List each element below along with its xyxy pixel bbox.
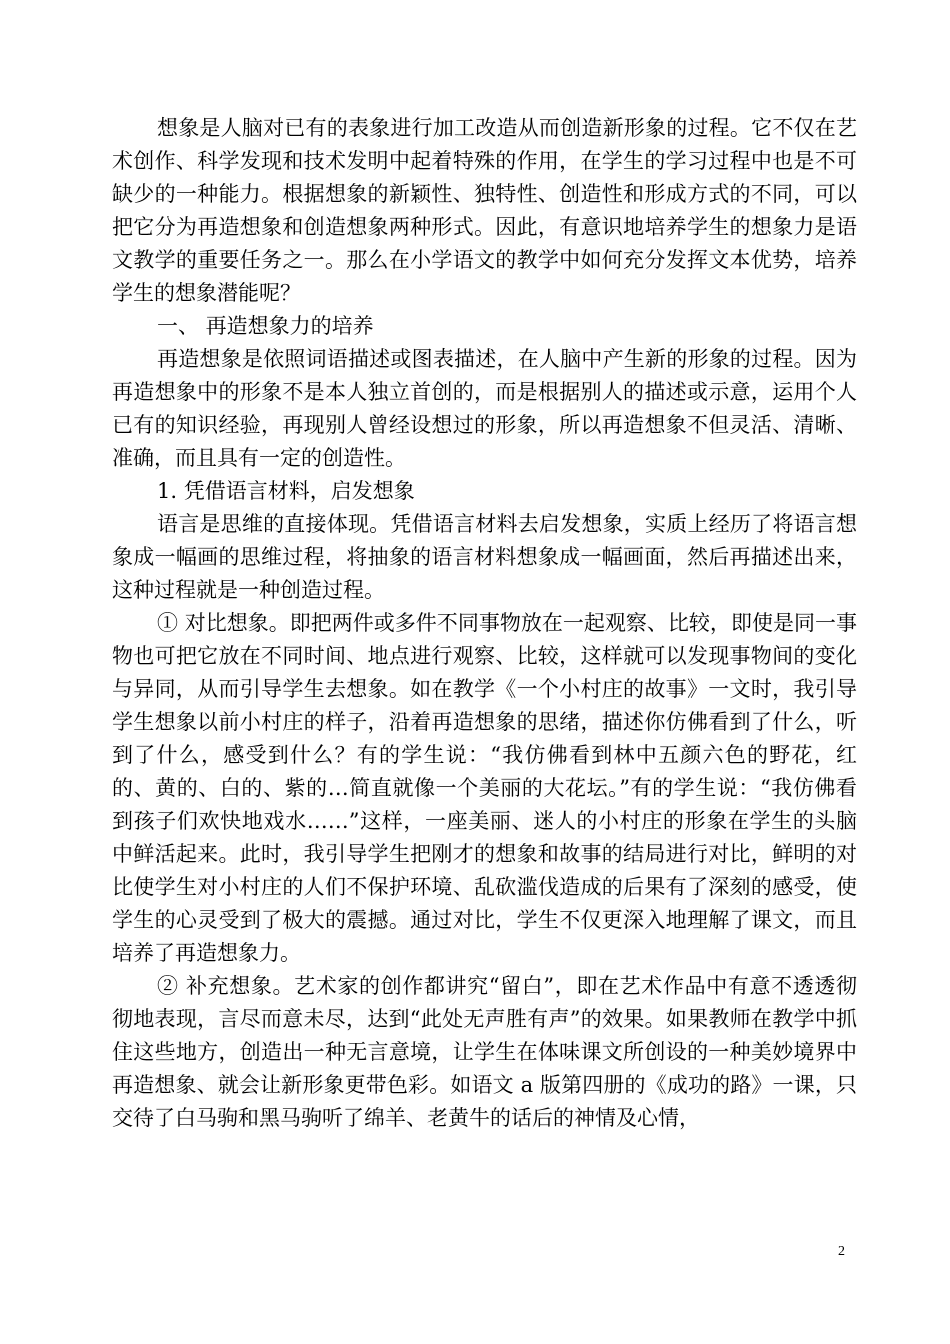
supplement-imagination-paragraph: ② 补充想象。艺术家的创作都讲究“留白”，即在艺术作品中有意不透透彻彻地表现，言尽而意未尽，达到“此处无声胜有声”的效果。如果教师在教学中抓住这些地方，创造出一种无言意境，让学生在体味课文所创设的一种美妙境界中再造想象、就会让新形象更带色彩。如语文 a 版第四册的《成功的路》一课，只交待了白马驹和黑马驹听了绵羊、老黄牛的话后的神情及心情， xyxy=(112,974,857,1130)
language-paragraph: 语言是思维的直接体现。凭借语言材料去启发想象，实质上经历了将语言想象成一幅画的思维过程，将抽象的语言材料想象成一幅画面，然后再描述出来，这种过程就是一种创造过程。 xyxy=(112,512,857,602)
definition-paragraph: 再造想象是依照词语描述或图表描述，在人脑中产生新的形象的过程。因为再造想象中的形象不是本人独立首创的，而是根据别人的描述或示意，运用个人已有的知识经验，再现别人曾经设想过的形象，所以再造想象不但灵活、清晰、准确，而且具有一定的创造性。 xyxy=(112,347,857,470)
section-heading: 一、 再造想象力的培养 xyxy=(157,314,374,338)
intro-paragraph: 想象是人脑对已有的表象进行加工改造从而创造新形象的过程。它不仅在艺术创作、科学发现和技术发明中起着特殊的作用，在学生的学习过程中也是不可缺少的一种能力。根据想象的新颖性、独特性、创造性和形成方式的不同，可以把它分为再造想象和创造想象两种形式。因此，有意识地培养学生的想象力是语文教学的重要任务之一。那么在小学语文的教学中如何充分发挥文本优势，培养学生的想象潜能呢？ xyxy=(112,116,857,305)
subsection-heading: 1. 凭借语言材料，启发想象 xyxy=(157,479,415,503)
document-body xyxy=(112,112,857,1135)
contrast-imagination-paragraph: ① 对比想象。即把两件或多件不同事物放在一起观察、比较，即使是同一事物也可把它放在不同时间、地点进行观察、比较，这样就可以发现事物间的变化与异同，从而引导学生去想象。如在教学《一个小村庄的故事》一文时，我引导学生想象以前小村庄的样子，沿着再造想象的思绪，描述你仿佛看到了什么，听到了什么，感受到什么？有的学生说：“我仿佛看到林中五颜六色的野花，红的、黄的、白的、紫的…简直就像一个美丽的大花坛。”有的学生说：“我仿佛看到孩子们欢快地戏水……”这样，一座美丽、迷人的小村庄的形象在学生的头脑中鲜活起来。此时，我引导学生把刚才的想象和故事的结局进行对比，鲜明的对比使学生对小村庄的人们不保护环境、乱砍滥伐造成的后果有了深刻的感受，使学生的心灵受到了极大的震撼。通过对比，学生不仅更深入地理解了课文，而且培养了再造想象力。 xyxy=(112,611,857,965)
page-number: 2 xyxy=(838,1244,845,1259)
